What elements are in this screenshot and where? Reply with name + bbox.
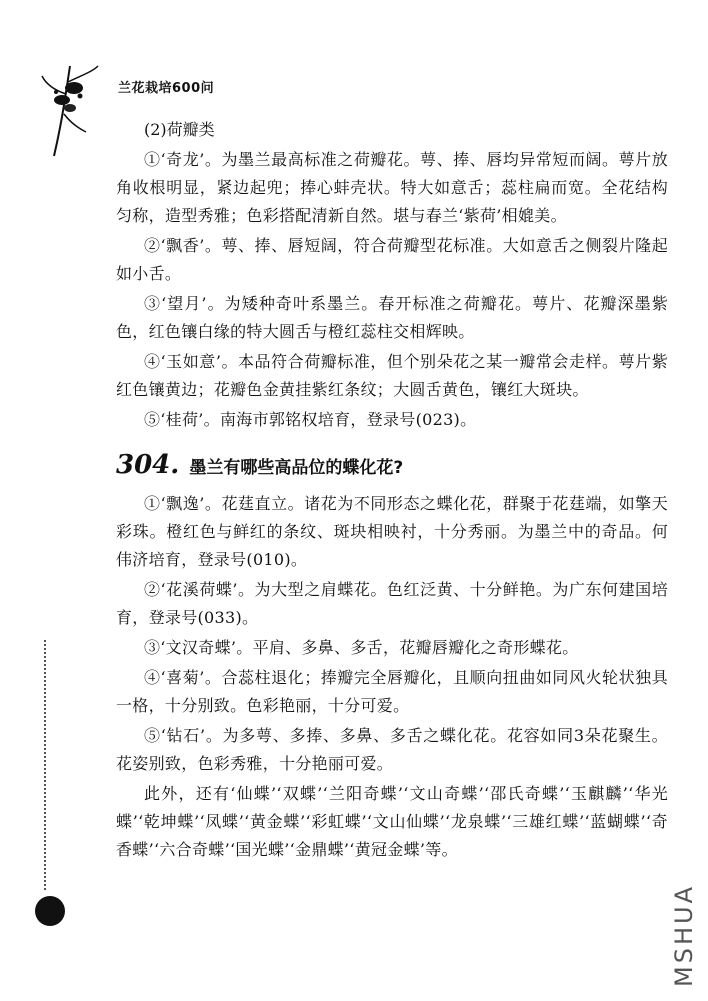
page-body <box>116 116 668 866</box>
question-heading <box>116 450 668 480</box>
paragraph: ⑤‘钻石’。为多萼、多捧、多鼻、多舌之蝶化花。花容如同3朵花聚生。花姿别致，色彩秀雅，十分艳丽可爱。 <box>116 726 668 773</box>
paragraph: ④‘玉如意’。本品符合荷瓣标准，但个别朵花之某一瓣常会走样。萼片紫红色镶黄边；花瓣色金黄挂紫红条纹；大圆舌黄色，镶红大斑块。 <box>116 352 668 399</box>
watermark: MSHUA <box>670 884 698 987</box>
paragraph: ①‘飘逸’。花莛直立。诸花为不同形态之蝶化花，群聚于花莛端，如擎天彩珠。橙红色与鲜红的条纹、斑块相映衬，十分秀丽。为墨兰中的奇品。何伟济培育，登录号(010)。 <box>116 494 668 569</box>
paragraph: ⑤‘桂荷’。南海市郭铭权培育，登录号(023)。 <box>144 410 477 429</box>
paragraph: ②‘花溪荷蝶’。为大型之肩蝶花。色红泛黄、十分鲜艳。为广东何建国培育，登录号(033)。 <box>116 580 668 627</box>
question-title: 墨兰有哪些高品位的蝶化花? <box>189 458 404 478</box>
paragraph: 此外，还有‘仙蝶’‘双蝶’‘兰阳奇蝶’‘文山奇蝶’‘邵氏奇蝶’‘玉麒麟’‘华光蝶’‘乾坤蝶’‘凤蝶’‘黄金蝶’‘彩虹蝶’‘文山仙蝶’‘龙泉蝶’‘三雄红蝶’‘蓝蝴蝶’‘奇香蝶’‘六合奇蝶’‘国光蝶’‘金鼎蝶’‘黄冠金蝶’等。 <box>116 784 668 859</box>
question-number: 304. <box>116 450 180 480</box>
paragraph: ③‘文汉奇蝶’。平肩、多鼻、多舌，花瓣唇瓣化之奇形蝶花。 <box>144 638 579 657</box>
section-sub-heading: (2)荷瓣类 <box>144 120 215 139</box>
margin-dotted-line <box>44 640 46 890</box>
paragraph: ②‘飘香’。萼、捧、唇短阔，符合荷瓣型花标准。大如意舌之侧裂片隆起如小舌。 <box>116 236 668 283</box>
paragraph: ④‘喜菊’。合蕊柱退化；捧瓣完全唇瓣化，且顺向扭曲如同风火轮状独具一格，十分别致。色彩艳丽，十分可爱。 <box>116 668 668 715</box>
orchid-ornament-icon <box>40 62 100 160</box>
page-marker-dot <box>35 896 65 926</box>
paragraph: ③‘望月’。为矮种奇叶系墨兰。春开标准之荷瓣花。萼片、花瓣深墨紫色，红色镶白缘的特大圆舌与橙红蕊柱交相辉映。 <box>116 294 668 341</box>
running-head: 兰花栽培600问 <box>118 81 215 96</box>
paragraph: ①‘奇龙’。为墨兰最高标准之荷瓣花。萼、捧、唇均异常短而阔。萼片放角收根明显，紧边起兜；捧心蚌壳状。特大如意舌；蕊柱扁而宽。全花结构匀称，造型秀雅；色彩搭配清新自然。堪与春兰‘紫荷’相媲美。 <box>116 150 668 225</box>
